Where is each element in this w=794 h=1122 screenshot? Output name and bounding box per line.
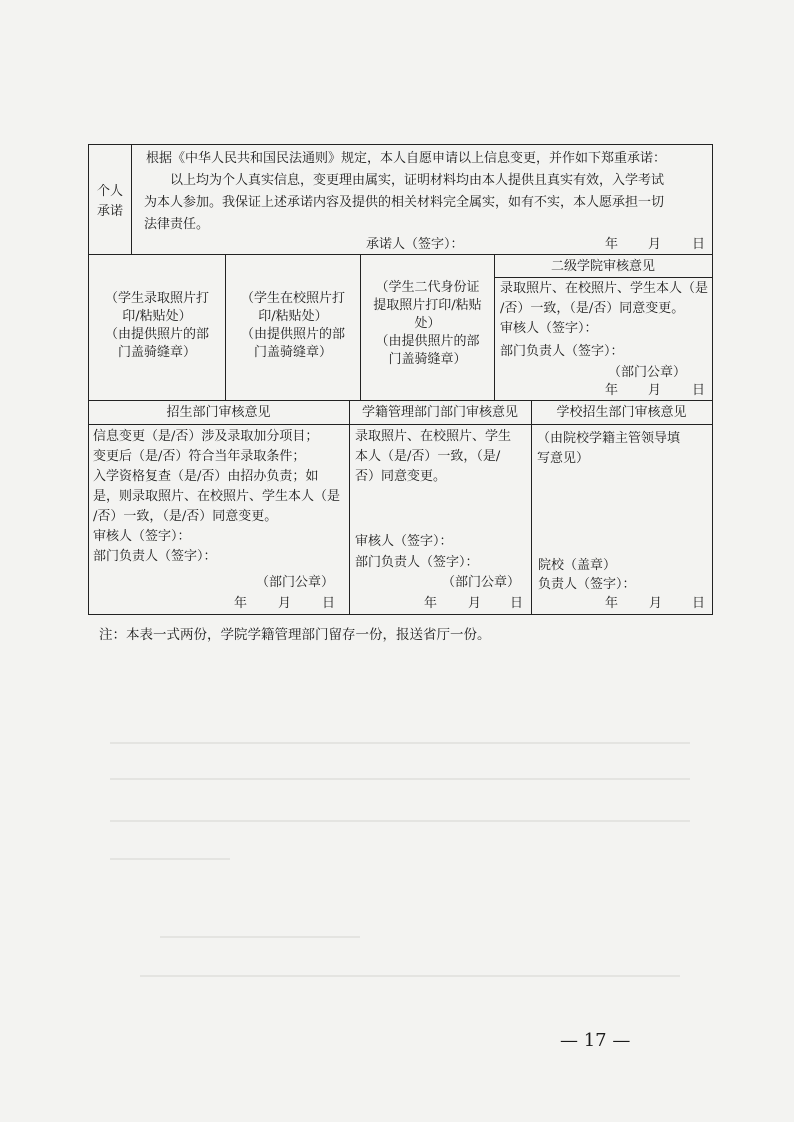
school-seal-label: 院校（盖章）	[538, 558, 617, 573]
school-date-month: 月	[649, 596, 663, 611]
show-through-line	[110, 858, 230, 860]
college-date-year: 年	[605, 383, 619, 398]
footnote: 注：本表一式两份，学院学籍管理部门留存一份，报送省厅一份。	[99, 627, 491, 643]
registry-date-month: 月	[468, 596, 482, 611]
commitment-label: 个人承诺	[96, 184, 123, 219]
school-review-line-2: 写意见）	[537, 451, 590, 466]
admission-reviewer-label: 审核人（签字）：	[93, 529, 191, 544]
date-day: 日	[692, 237, 706, 252]
admission-photo-placeholder: （学生录取照片打 印/粘贴处） （由提供照片的部 门盖骑缝章）	[104, 291, 209, 360]
commitment-line-2: 以上均为个人真实信息，变更理由属实，证明材料均由本人提供且真实有效，入学考试	[170, 173, 665, 188]
commitment-line-4: 法律责任。	[144, 217, 210, 232]
registry-review-line-3: 否）同意变更。	[355, 469, 447, 484]
school-date-year: 年	[605, 596, 619, 611]
show-through-line	[160, 936, 360, 938]
date-year: 年	[605, 237, 619, 252]
registry-date-day: 日	[510, 596, 524, 611]
college-review-title: 二级学院审核意见	[550, 259, 655, 274]
registry-head-label: 部门负责人（签字）：	[355, 555, 479, 570]
registry-date-year: 年	[424, 596, 438, 611]
admission-date-day: 日	[322, 596, 336, 611]
college-date-day: 日	[692, 383, 706, 398]
show-through-line	[140, 975, 680, 977]
campus-photo-placeholder: （学生在校照片打 印/粘贴处） （由提供照片的部 门盖骑缝章）	[240, 291, 345, 360]
registry-reviewer-label: 审核人（签字）：	[355, 534, 453, 549]
show-through-line	[110, 778, 690, 780]
registry-review-line-1: 录取照片、在校照片、学生	[355, 429, 512, 444]
school-review-line-1: （由院校学籍主管领导填	[537, 431, 681, 446]
commitment-line-1: 根据《中华人民共和国民法通则》规定，本人自愿申请以上信息变更，并作如下郑重承诺：	[146, 151, 667, 166]
registry-review-line-2: 本人（是/否）一致，（是/	[355, 449, 501, 464]
date-month: 月	[648, 237, 662, 252]
college-review-line-1: 录取照片、在校照片、学生本人（是	[500, 281, 709, 296]
college-review-line-2: /否）一致，（是/否）同意变更。	[500, 301, 685, 316]
admission-review-line-3: 入学资格复查（是/否）由招办负责；如	[93, 469, 319, 484]
idcard-photo-placeholder: （学生二代身份证 提取照片打印/粘贴 处） （由提供照片的部 门盖骑缝章）	[373, 280, 482, 367]
signer-label: 承诺人（签字）：	[366, 237, 464, 252]
admission-review-line-1: 信息变更（是/否）涉及录取加分项目；	[93, 429, 319, 444]
show-through-line	[110, 820, 690, 822]
college-date-month: 月	[648, 383, 662, 398]
page-number: — 17 —	[560, 1030, 631, 1051]
admission-review-line-5: /否）一致，（是/否）同意变更。	[93, 509, 278, 524]
school-date-day: 日	[692, 596, 706, 611]
admission-seal-label: （部门公章）	[256, 575, 335, 590]
info-change-form-table	[88, 144, 712, 614]
college-head-label: 部门负责人（签字）：	[500, 344, 624, 359]
registry-review-title: 学籍管理部门部门审核意见	[361, 405, 518, 420]
admission-head-label: 部门负责人（签字）：	[93, 549, 217, 564]
show-through-line	[110, 742, 690, 744]
admission-review-line-2: 变更后（是/否）符合当年录取条件；	[93, 449, 306, 464]
school-review-title: 学校招生部门审核意见	[556, 405, 687, 420]
registry-seal-label: （部门公章）	[442, 575, 521, 590]
admission-review-title: 招生部门审核意见	[166, 405, 271, 420]
school-head-label: 负责人（签字）：	[538, 577, 636, 592]
college-reviewer-label: 审核人（签字）：	[500, 321, 598, 336]
commitment-line-3: 为本人参加。我保证上述承诺内容及提供的相关材料完全属实，如有不实，本人愿承担一切	[144, 195, 665, 210]
admission-date-year: 年	[234, 596, 248, 611]
admission-date-month: 月	[278, 596, 292, 611]
admission-review-line-4: 是，则录取照片、在校照片、学生本人（是	[93, 489, 341, 504]
college-seal-label: （部门公章）	[608, 365, 687, 380]
